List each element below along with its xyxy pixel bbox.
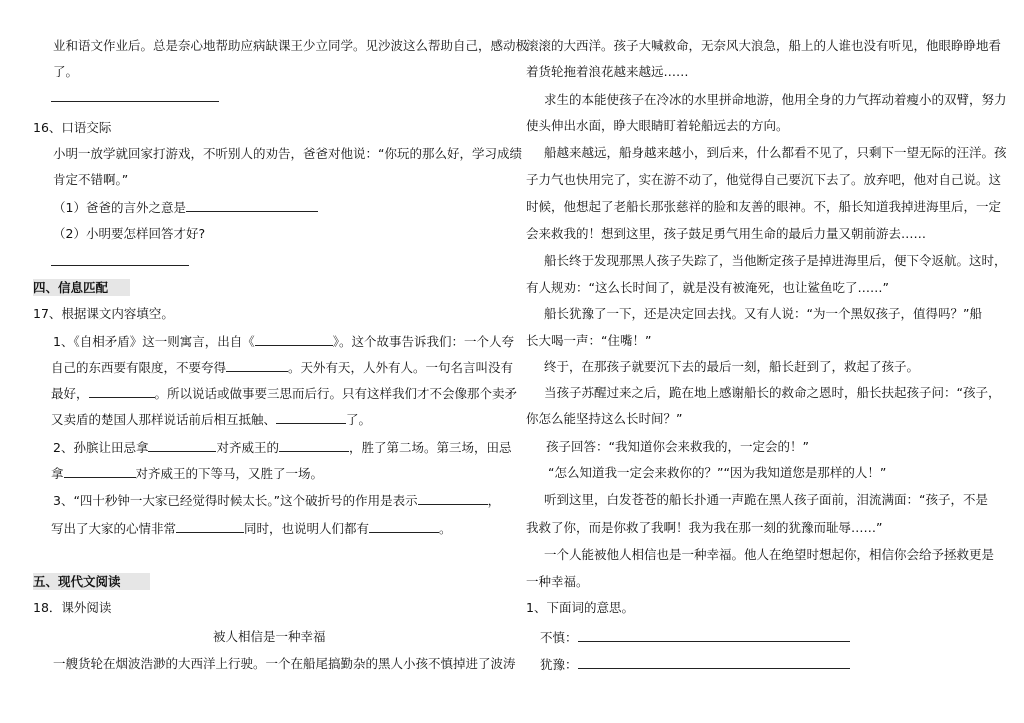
text: 了。 [346, 412, 372, 427]
answer-blank[interactable] [418, 492, 488, 505]
text-line: 听到这里，白发苍苍的船长扑通一声跪在黑人孩子面前，泪流满面：“孩子，不是 [544, 492, 988, 507]
question-16-title: 16、口语交际 [33, 120, 112, 135]
text: 写出了大家的心情非常 [51, 521, 177, 536]
text: 对齐威王的 [216, 440, 279, 455]
text: 2、孙膑让田忌拿 [53, 440, 149, 455]
text-line: 我救了你，而是你救了我啊！我为我在那一刻的犹豫而耻辱……” [526, 520, 883, 535]
question-1-title: 1、下面词的意思。 [526, 600, 634, 615]
answer-blank[interactable] [279, 439, 349, 452]
question-17-line [53, 492, 500, 509]
answer-blank[interactable] [89, 385, 155, 398]
word-meaning-2 [540, 656, 850, 673]
text: 。所以说话或做事要三思而后行。只有这样我们才不会像那个卖矛 [154, 386, 518, 401]
text-line: 滚滚的大西洋。孩子大喊救命，无奈风大浪急，船上的人谁也没有听见，他眼睁睁地看 [526, 38, 1002, 53]
text: 3、“四十秒钟一大家已经觉得时候太长。”这个破折号的作用是表示 [53, 493, 418, 508]
text-line: 一种幸福。 [526, 574, 589, 589]
text: 。 [439, 521, 452, 536]
question-17-line [51, 411, 371, 428]
text-line: 肯定不错啊。” [53, 172, 129, 187]
text-line: 你怎么能坚持这么长时间？” [526, 411, 683, 426]
text-line: 会来救我的！想到这里，孩子鼓足勇气用生命的最后力量又朝前游去…… [526, 226, 927, 241]
text: 自己的东西要有限度，不要夸得 [51, 360, 227, 375]
text-line: 长大喝一声：“住嘴！” [526, 333, 652, 348]
text-line: 时候，他想起了老船长那张慈祥的脸和友善的眼神。不，船长知道我掉进海里后，一定 [526, 199, 1002, 214]
question-17-line [51, 465, 323, 482]
answer-line [51, 101, 219, 102]
text: 拿 [51, 466, 64, 481]
question-17-line [51, 359, 513, 376]
answer-blank[interactable] [255, 333, 333, 346]
question-17-line [51, 385, 517, 402]
question-17-line [53, 333, 514, 350]
word-label: 不慎： [540, 630, 578, 645]
text-line: 孩子回答：“我知道你会来救我的，一定会的！” [546, 439, 809, 454]
question-16-2: （2）小明要怎样回答才好? [53, 226, 206, 241]
text-line: 使头伸出水面，睁大眼睛盯着轮船远去的方向。 [526, 118, 789, 133]
text-line: 小明一放学就回家打游戏，不听别人的劝告，爸爸对他说：“你玩的那么好，学习成绩 [53, 146, 522, 161]
text-line: 一个人能被他人相信也是一种幸福。他人在绝望时想起你，相信你会给予拯救更是 [544, 547, 995, 562]
text: 。天外有天，人外有人。一句名言叫没有 [288, 360, 514, 375]
text: ，胜了第二场。第三场，田忌 [348, 440, 512, 455]
text: 最好， [51, 386, 89, 401]
answer-blank[interactable] [578, 629, 850, 642]
answer-blank[interactable] [226, 359, 288, 372]
answer-blank[interactable] [276, 411, 346, 424]
passage-title: 被人相信是一种幸福 [213, 629, 326, 644]
text-line: 当孩子苏醒过来之后，跪在地上感谢船长的救命之恩时，船长扶起孩子问：“孩子， [544, 385, 1001, 400]
section-5-heading: 五、现代文阅读 [33, 574, 121, 589]
text-line: 船长犹豫了一下，还是决定回去找。又有人说：“为一个黑奴孩子，值得吗？”船 [544, 306, 982, 321]
question-17-title: 17、根据课文内容填空。 [33, 306, 174, 321]
text-line: 有人规劝：“这么长时间了，就是没有被淹死，也让鲨鱼吃了……” [526, 280, 889, 295]
answer-blank[interactable] [148, 439, 216, 452]
answer-blank[interactable] [64, 465, 136, 478]
answer-line [51, 265, 189, 266]
word-meaning-1 [540, 629, 850, 646]
text-line: 业和语文作业后。总是奈心地帮助应病缺课王少立同学。见沙波这么帮助自己，感动极 [53, 38, 529, 53]
text-line: 求生的本能使孩子在冷冰的水里拼命地游，他用全身的力气挥动着瘦小的双臂，努力 [544, 92, 1007, 107]
text-line: 一艘货轮在烟波浩渺的大西洋上行驶。一个在船尾搞勤杂的黑人小孩不慎掉进了波涛 [53, 656, 516, 671]
text-line: 船越来越远，船身越来越小，到后来，什么都看不见了，只剩下一望无际的汪洋。孩 [544, 145, 1007, 160]
text-line: 船长终于发现那黑人孩子失踪了，当他断定孩子是掉进海里后，便下令返航。这时， [544, 253, 1007, 268]
text: 对齐威王的下等马，又胜了一场。 [135, 466, 324, 481]
question-17-line [51, 520, 452, 537]
word-label: 犹豫： [540, 657, 578, 672]
text: 又卖盾的楚国人那样说话前后相互抵触、 [51, 412, 277, 427]
answer-blank[interactable] [369, 520, 439, 533]
question-17-line [53, 439, 512, 456]
text: 同时，也说明人们都有 [244, 521, 370, 536]
answer-blank[interactable] [186, 199, 318, 212]
text-line: 了。 [53, 64, 79, 79]
text-line: “怎么知道我一定会来救你的？”“因为我知道您是那样的人！” [548, 465, 887, 480]
question-18-title: 18．课外阅读 [33, 600, 112, 615]
text-line: 终于，在那孩子就要沉下去的最后一刻，船长赶到了，救起了孩子。 [544, 359, 920, 374]
answer-blank[interactable] [176, 520, 244, 533]
answer-blank[interactable] [578, 656, 850, 669]
text-line: 着货轮拖着浪花越来越远…… [526, 64, 689, 79]
text: 1、《自相矛盾》这一则寓言，出自《 [53, 334, 255, 349]
section-4-heading: 四、信息匹配 [33, 280, 109, 295]
text: ， [487, 493, 501, 508]
text-line: 子力气也快用完了，实在游不动了，他觉得自己要沉下去了。放弃吧，他对自己说。这 [526, 172, 1002, 187]
question-16-1 [53, 199, 318, 216]
prompt: （1）爸爸的言外之意是 [53, 200, 186, 215]
text: 》。这个故事告诉我们：一个人夸 [332, 334, 514, 349]
